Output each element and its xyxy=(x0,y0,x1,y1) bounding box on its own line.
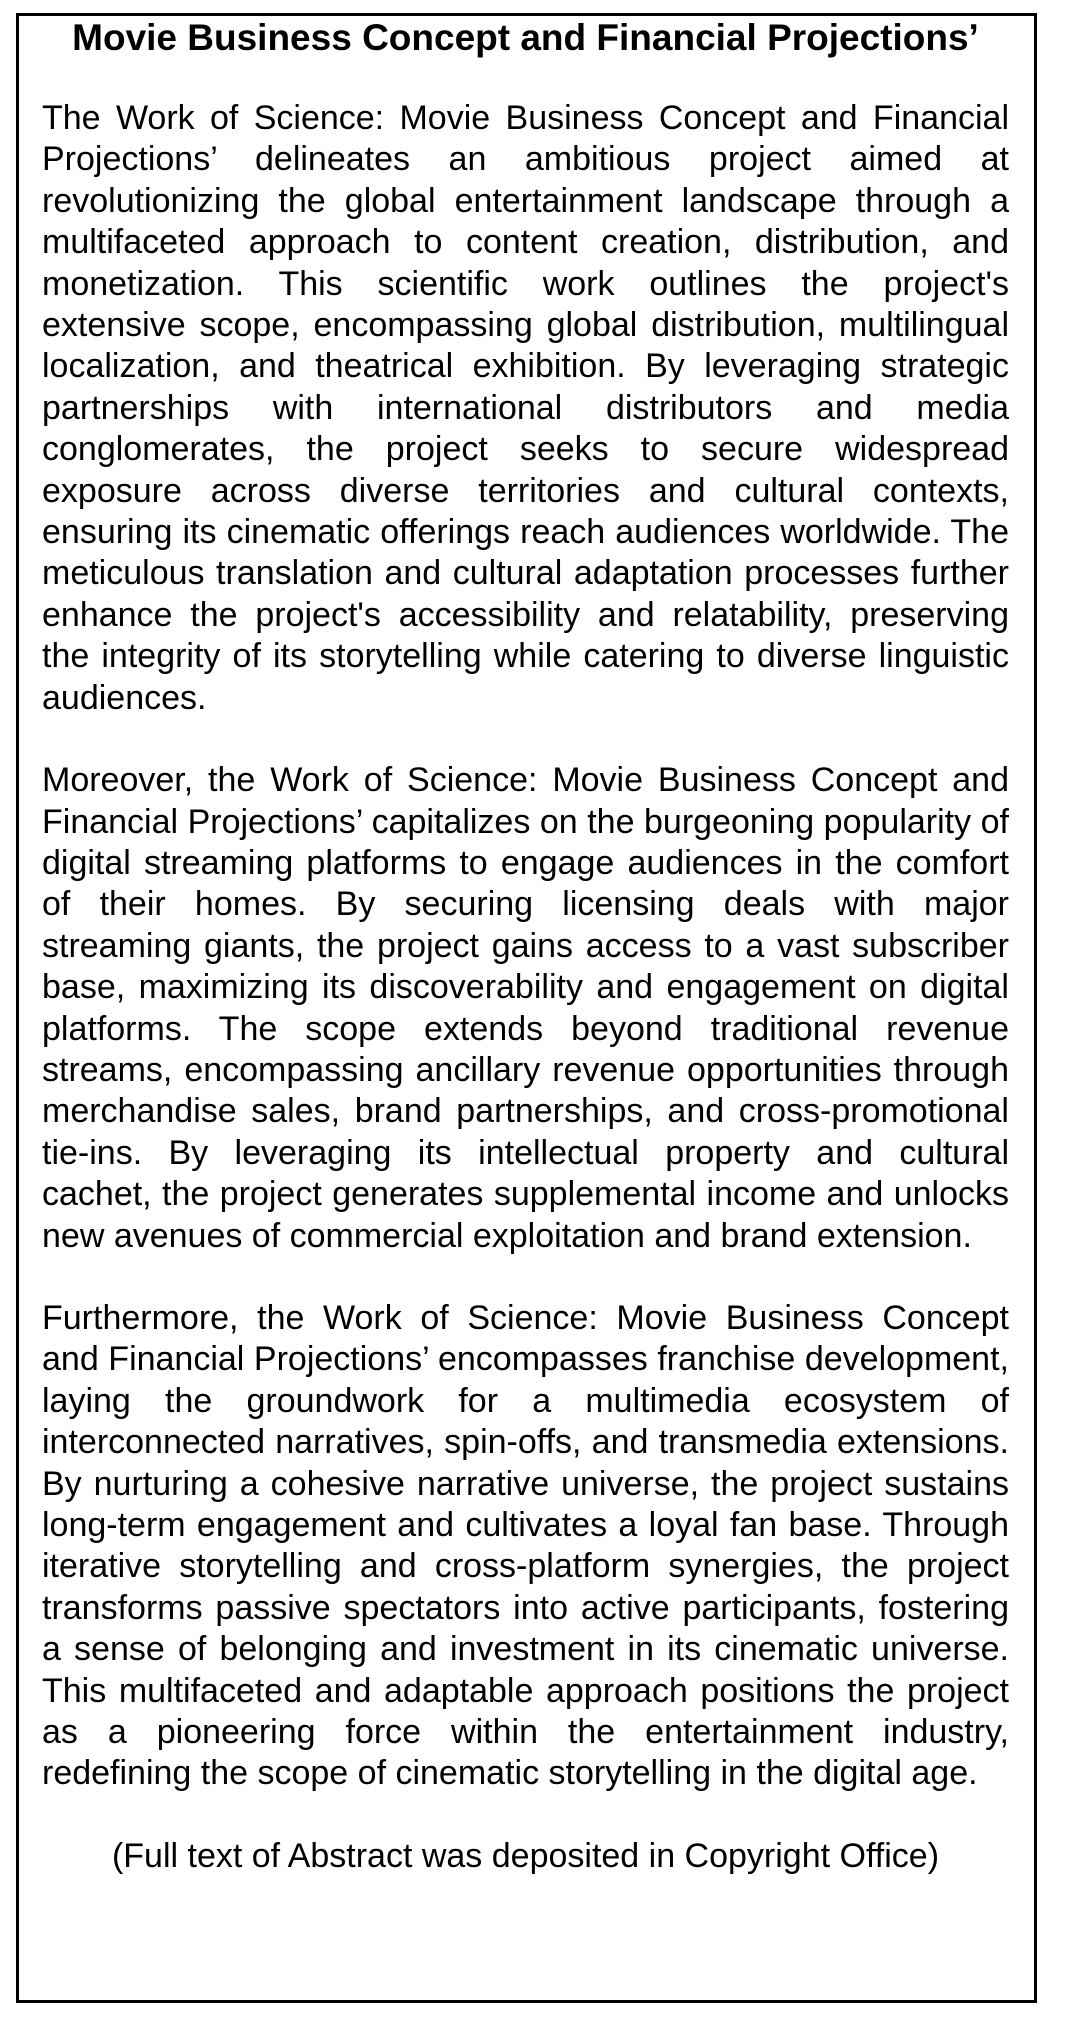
abstract-paragraph-2: Moreover, the Work of Science: Movie Business Concept and Financial Projections’ capitalizes on the burgeoning popularity of digital streaming platforms to engage audiences in the comfort of their homes. By securing licensing deals with major streaming giants, the project gains access to a vast subscriber base, maximizing its discoverability and engagement on digital platforms. The scope extends beyond traditional revenue streams, encompassing ancillary revenue opportunities through merchandise sales, brand partnerships, and cross-promotional tie-ins. By leveraging its intellectual property and cultural cachet, the project generates supplemental income and unlocks new avenues of commercial exploitation and brand extension. xyxy=(42,761,1009,1255)
copyright-deposit-note: (Full text of Abstract was deposited in Copyright Office) xyxy=(111,1836,940,1875)
abstract-paragraph-1: The Work of Science: Movie Business Concept and Financial Projections’ delineates an ambitious project aimed at revolutionizing the global entertainment landscape through a multifaceted approach to content creation, distribution, and monetization. This scientific work outlines the project's extensive scope, encompassing global distribution, multilingual localization, and theatrical exhibition. By leveraging strategic partnerships with international distributors and media conglomerates, the project seeks to secure widespread exposure across diverse territories and cultural contexts, ensuring its cinematic offerings reach audiences worldwide. The meticulous translation and cultural adaptation processes further enhance the project's accessibility and relatability, preserving the integrity of its storytelling while catering to diverse linguistic audiences. xyxy=(42,99,1009,717)
abstract-document-box xyxy=(16,13,1037,2003)
abstract-paragraph-3: Furthermore, the Work of Science: Movie Business Concept and Financial Projections’ encompasses franchise development, laying the groundwork for a multimedia ecosystem of interconnected narratives, spin-offs, and transmedia extensions. By nurturing a cohesive narrative universe, the project sustains long-term engagement and cultivates a loyal fan base. Through iterative storytelling and cross-platform synergies, the project transforms passive spectators into active participants, fostering a sense of belonging and investment in its cinematic universe. This multifaceted and adaptable approach positions the project as a pioneering force within the entertainment industry, redefining the scope of cinematic storytelling in the digital age. xyxy=(42,1298,1009,1793)
document-title: Movie Business Concept and Financial Projections’ xyxy=(72,17,979,58)
